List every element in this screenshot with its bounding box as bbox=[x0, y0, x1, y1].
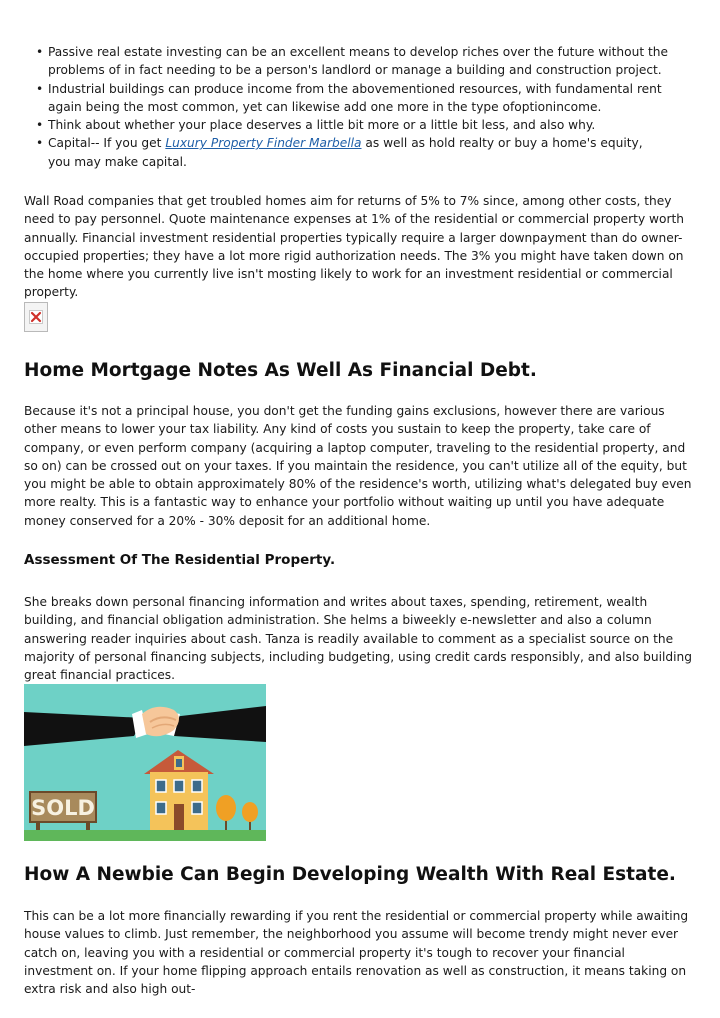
paragraph-wall-road: Wall Road companies that get troubled homes aim for returns of 5% to 7% since, among other costs, they need to pay personnel. Quote maintenance expenses at 1% of the residential or commercial property worth annually. Financial investment residential properties typically require a larger downpayment than do owner-occupied properties; they have a lot more rigid authorization needs. The 3% you might have taken down on the home where you currently live isn't mosting likely to work for an investment residential or commercial property. bbox=[24, 194, 684, 300]
bullet-item: • Think about whether your place deserves a little bit more or a little bit less, and also why. bbox=[38, 116, 668, 134]
bullet-text-before: Capital-- If you get bbox=[48, 136, 166, 151]
paragraph-newbie: This can be a lot more financially rewarding if you rent the residential or commercial property while awaiting house values to climb. Just remember, the neighborhood you assume will become trendy might never ever catch on, leaving you with a residential or commercial property it's tough to recover your financial investment on. If your home flipping approach entails renovation as well as construction, it means taking on extra risk and also high out- bbox=[24, 909, 689, 997]
broken-image-icon bbox=[24, 302, 48, 332]
bullet-list bbox=[38, 43, 668, 171]
paragraph-financing: She breaks down personal financing information and writes about taxes, spending, retirement, wealth building, and financial obligation administration. She helms a biweekly e-newsletter and also a column answering reader inquiries about cash. Tanza is readily available to comment as a specialist source on the majority of personal financing subjects, including budgeting, using credit cards responsibly, and also building great financial practices. bbox=[24, 595, 692, 683]
bullet-item: • Passive real estate investing can be an excellent means to develop riches over the future without the problems of in fact needing to be a person's landlord or manage a building and construction project. bbox=[38, 43, 668, 80]
sold-sign-text: SOLD bbox=[31, 796, 95, 820]
bullet-item: • Industrial buildings can produce income from the abovementioned resources, with fundamental rent again being the most common, yet can likewise add one more in the type ofoptionincome. bbox=[38, 80, 668, 117]
property-finder-link[interactable]: Luxury Property Finder Marbella bbox=[165, 136, 362, 151]
bullet-item bbox=[38, 134, 668, 171]
section-heading: How A Newbie Can Begin Developing Wealth With Real Estate. bbox=[24, 864, 676, 885]
bullet-text-after: as well as hold realty or buy a home's equity, you may make capital. bbox=[48, 136, 643, 169]
subsection-heading: Assessment Of The Residential Property. bbox=[24, 552, 336, 568]
paragraph-tax: Because it's not a principal house, you don't get the funding gains exclusions, however there are various other means to lower your tax liability. Any kind of costs you sustain to keep the property, take care of company, or even perform company (acquiring a laptop computer, traveling to the residential property, and so on) can be crossed out on your taxes. If you maintain the residence, you can't utilize all of the equity, but you might be able to obtain approximately 80% of the residence's worth, utilizing what's delegated buy even more realty. This is a fantastic way to enhance your portfolio without waiting up until you have adequate money conserved for a 20% - 30% deposit for an additional home. bbox=[24, 404, 692, 528]
handshake-house-illustration bbox=[24, 684, 266, 841]
section-heading: Home Mortgage Notes As Well As Financial Debt. bbox=[24, 360, 537, 381]
